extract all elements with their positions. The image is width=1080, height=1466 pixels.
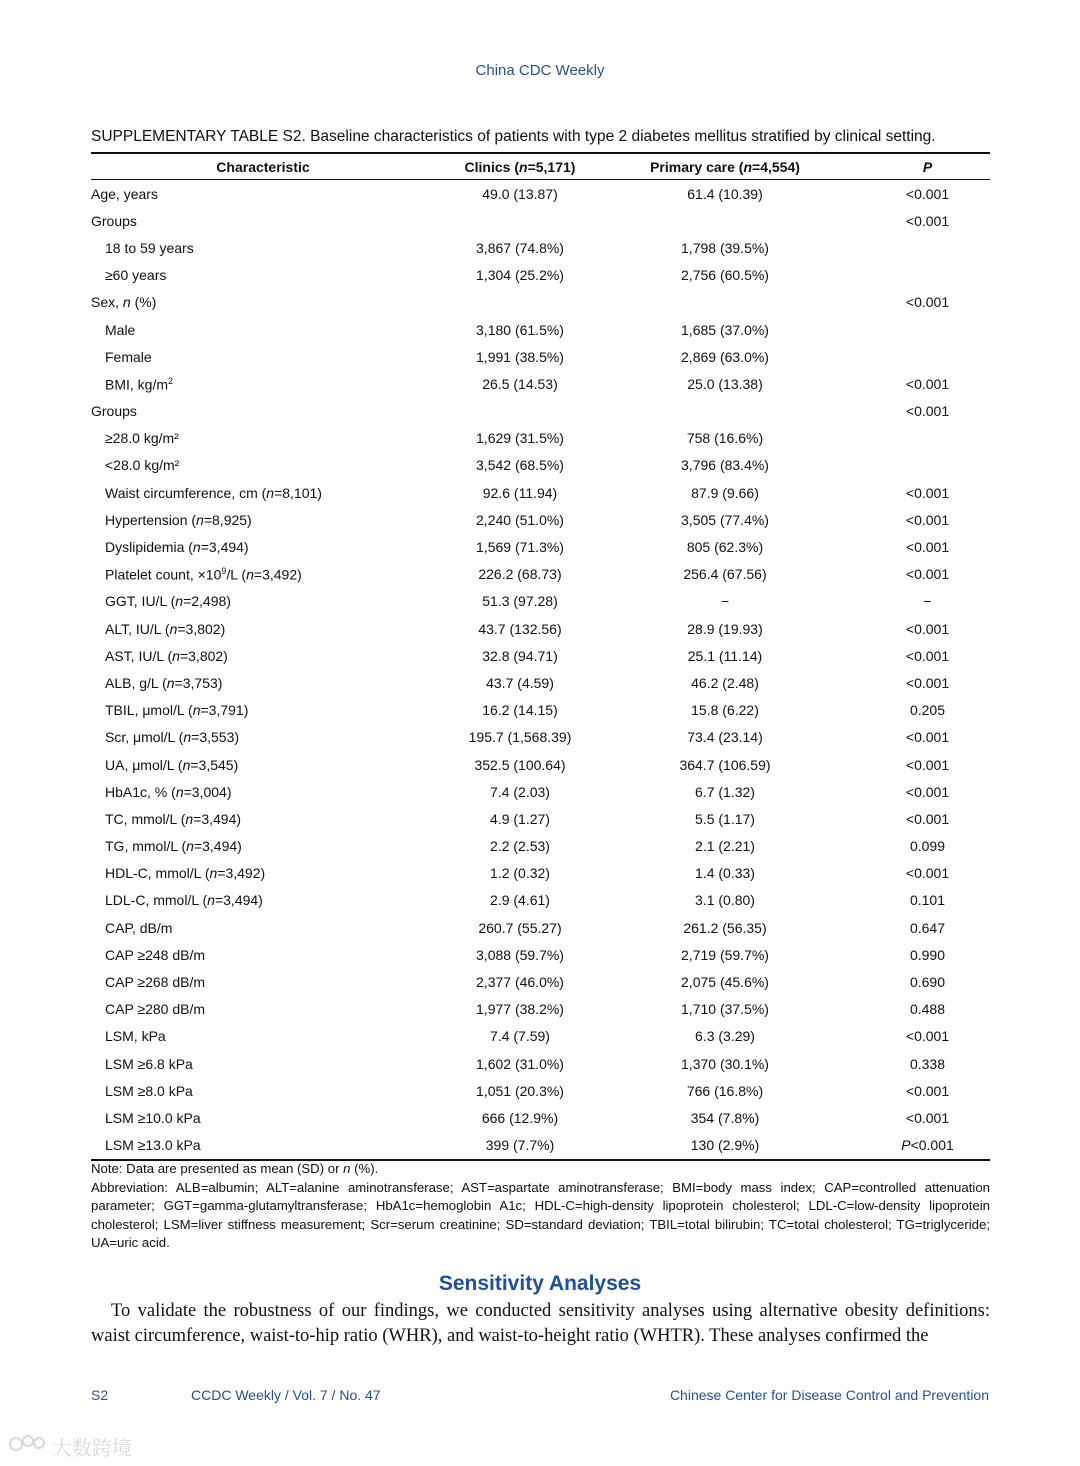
row-label: LSM, kPa: [105, 1028, 166, 1045]
row-label: CAP ≥280 dB/m: [105, 1001, 206, 1018]
primary-care-value: −: [720, 593, 730, 610]
primary-care-value: 805 (62.3%): [686, 539, 764, 556]
table-row: [91, 262, 990, 289]
primary-care-value: 256.4 (67.56): [683, 566, 767, 583]
table-row: [91, 669, 990, 696]
table-row: [91, 941, 990, 968]
table-row: [91, 561, 990, 588]
clinics-value: 1.2 (0.32): [490, 865, 550, 882]
table-row: [91, 316, 990, 343]
primary-care-value: 28.9 (19.93): [687, 620, 763, 637]
primary-care-value: 25.1 (11.14): [687, 647, 763, 664]
p-value: <0.001: [905, 783, 950, 800]
clinics-value: 43.7 (132.56): [478, 620, 562, 637]
primary-care-value: 46.2 (2.48): [691, 674, 759, 691]
row-label: ≥60 years: [105, 267, 167, 284]
p-value: <0.001: [905, 539, 950, 556]
row-label: Waist circumference, cm (n=8,101): [105, 484, 322, 501]
primary-care-value: 261.2 (56.35): [683, 919, 767, 936]
footer-page-number: S2: [91, 1387, 109, 1403]
row-label: HDL-C, mmol/L (n=3,492): [105, 865, 266, 882]
table-row: [91, 996, 990, 1023]
clinics-value: 352.5 (100.64): [474, 756, 566, 773]
primary-care-value: 3.1 (0.80): [695, 892, 755, 909]
row-label: LDL-C, mmol/L (n=3,494): [105, 892, 263, 909]
row-label: Groups: [91, 212, 137, 229]
row-label: Age, years: [91, 185, 158, 202]
p-value: [845, 452, 990, 479]
clinics-value: 2,240 (51.0%): [476, 511, 564, 528]
clinics-value: 3,088 (59.7%): [476, 946, 564, 963]
row-label: Scr, μmol/L (n=3,553): [105, 729, 240, 746]
primary-care-value: 2.1 (2.21): [695, 838, 755, 855]
row-label: ≥28.0 kg/m²: [105, 430, 179, 447]
p-value: [845, 316, 990, 343]
primary-care-value: 1,798 (39.5%): [681, 239, 769, 256]
clinics-value: 32.8 (94.71): [482, 647, 558, 664]
p-value: 0.647: [909, 919, 946, 936]
p-value: <0.001: [905, 1028, 950, 1045]
table-row: [91, 1077, 990, 1104]
row-label: CAP ≥268 dB/m: [105, 974, 206, 991]
primary-care-value: 1,710 (37.5%): [681, 1001, 769, 1018]
primary-care-value: 6.7 (1.32): [695, 783, 755, 800]
row-label: BMI, $kg/m^2$: [105, 375, 174, 393]
table-row: [91, 1023, 990, 1050]
row-label: TG, mmol/L (n=3,494): [105, 838, 242, 855]
table-row: [91, 234, 990, 261]
row-label: Sex, n (%): [91, 294, 157, 311]
table-row: [91, 1104, 990, 1131]
header-characteristic: Characteristic: [91, 153, 435, 180]
p-value: <0.001: [905, 511, 950, 528]
p-value: <0.001: [905, 729, 950, 746]
clinics-value: 1,051 (20.3%): [476, 1082, 564, 1099]
clinics-value: 16.2 (14.15): [482, 702, 558, 719]
row-label: Female: [105, 348, 152, 365]
primary-care-value: 2,719 (59.7%): [681, 946, 769, 963]
baseline-table: [91, 152, 990, 1161]
row-label: LSM ≥6.8 kPa: [105, 1055, 193, 1072]
table-row: [91, 1132, 990, 1160]
clinics-value: 92.6 (11.94): [482, 484, 558, 501]
row-label: 18 to 59 years: [105, 239, 194, 256]
section-title: Sensitivity Analyses: [438, 1272, 642, 1295]
table-row: [91, 805, 990, 832]
primary-care-value: 766 (16.8%): [686, 1082, 764, 1099]
table-row: [91, 506, 990, 533]
clinics-value: [435, 207, 605, 234]
table-row: [91, 751, 990, 778]
table-row: [91, 343, 990, 370]
table-row: [91, 1050, 990, 1077]
clinics-value: 260.7 (55.27): [478, 919, 562, 936]
clinics-value: 1,304 (25.2%): [476, 267, 564, 284]
table-row: [91, 914, 990, 941]
p-value: 0.690: [909, 974, 946, 991]
primary-care-value: 3,796 (83.4%): [681, 457, 769, 474]
table-row: [91, 425, 990, 452]
clinics-value: 2.2 (2.53): [490, 838, 550, 855]
table-header-row: [91, 153, 990, 180]
p-value: <0.001: [905, 294, 950, 311]
row-label: CAP, dB/m: [105, 919, 173, 936]
row-label: ALB, g/L (n=3,753): [105, 674, 223, 691]
primary-care-value: 2,075 (45.6%): [681, 974, 769, 991]
header-primary-care: Primary care (n=4,554): [605, 153, 845, 180]
primary-care-value: 1,685 (37.0%): [681, 321, 769, 338]
table-row: [91, 887, 990, 914]
clinics-value: [435, 398, 605, 425]
p-value: <0.001: [905, 674, 950, 691]
p-value: <0.001: [905, 1082, 950, 1099]
p-value: <0.001: [905, 484, 950, 501]
clinics-value: 1,977 (38.2%): [476, 1001, 564, 1018]
clinics-value: 1,602 (31.0%): [476, 1055, 564, 1072]
p-value: <0.001: [905, 756, 950, 773]
table-row: [91, 833, 990, 860]
p-value: 0.488: [909, 1001, 946, 1018]
p-value: 0.099: [909, 838, 946, 855]
p-value: P<0.001: [845, 1132, 990, 1160]
p-value: [845, 234, 990, 261]
row-label: Platelet count, $\times 10^9/L$ (n=3,492): [105, 565, 302, 583]
row-label: GGT, IU/L (n=2,498): [105, 593, 231, 610]
table-row: [91, 289, 990, 316]
clinics-value: 195.7 (1,568.39): [468, 729, 572, 746]
row-label: Male: [105, 321, 136, 338]
row-label: TC, mmol/L (n=3,494): [105, 810, 242, 827]
p-value: <0.001: [905, 185, 950, 202]
p-value: <0.001: [905, 403, 950, 420]
row-label: AST, IU/L (n=3,802): [105, 647, 228, 664]
table-notes: [91, 1160, 990, 1253]
row-label: CAP ≥248 dB/m: [105, 946, 206, 963]
p-value: −: [923, 593, 932, 610]
table-row: [91, 207, 990, 234]
table-row: [91, 533, 990, 560]
table-row: [91, 398, 990, 425]
p-value: <0.001: [905, 620, 950, 637]
primary-care-value: 130 (2.9%): [605, 1132, 845, 1160]
clinics-value: 2,377 (46.0%): [476, 974, 564, 991]
table-row: [91, 615, 990, 642]
primary-care-value: 61.4 (10.39): [687, 185, 763, 202]
clinics-value: 7.4 (7.59): [490, 1028, 550, 1045]
row-label: Hypertension (n=8,925): [105, 511, 252, 528]
row-label: LSM ≥8.0 kPa: [105, 1082, 193, 1099]
row-label: TBIL, μmol/L (n=3,791): [105, 702, 249, 719]
primary-care-value: 2,756 (60.5%): [681, 267, 769, 284]
primary-care-value: 73.4 (23.14): [687, 729, 763, 746]
p-value: <0.001: [905, 212, 950, 229]
table-row: [91, 724, 990, 751]
p-value: 0.205: [909, 702, 946, 719]
table-note: Note: Data are presented as mean (SD) or n (%).: [91, 1161, 379, 1176]
primary-care-value: 6.3 (3.29): [695, 1028, 755, 1045]
p-value: <0.001: [905, 566, 950, 583]
p-value: <0.001: [905, 1109, 950, 1126]
p-value: [845, 425, 990, 452]
table-row: [91, 180, 990, 208]
primary-care-value: 87.9 (9.66): [691, 484, 759, 501]
footer-issue: CCDC Weekly / Vol. 7 / No. 47: [191, 1387, 381, 1403]
table-row: [91, 697, 990, 724]
p-value: <0.001: [905, 375, 950, 392]
p-value: 0.338: [909, 1055, 946, 1072]
table-row: [91, 642, 990, 669]
header-p-value: P: [845, 153, 990, 180]
p-value: 0.990: [909, 946, 946, 963]
primary-care-value: 3,505 (77.4%): [681, 511, 769, 528]
primary-care-value: [605, 398, 845, 425]
abbreviation-note: Abbreviation: ALB=albumin; ALT=alanine aminotransferase; AST=aspartate aminotransferase; BMI=body mass index; CAP=controlled attenuation parameter; GGT=gamma-glutamyltransferase; HbA1c=hemoglobin A1c; HDL-C=high-density lipoprotein cholesterol; LDL-C=low-density lipoprotein cholesterol; LSM=liver stiffness measurement; Scr=serum creatinine; SD=standard deviation; TBIL=total bilirubin; TC=total cholesterol; TG=triglyceride; UA=uric acid.: [91, 1179, 990, 1250]
clinics-value: 2.9 (4.61): [490, 892, 550, 909]
row-label: HbA1c, % (n=3,004): [105, 783, 232, 800]
primary-care-value: 2,869 (63.0%): [681, 348, 769, 365]
row-label: LSM ≥10.0 kPa: [105, 1109, 201, 1126]
clinics-value: 43.7 (4.59): [486, 674, 554, 691]
table-row: [91, 588, 990, 615]
primary-care-value: [605, 289, 845, 316]
clinics-value: 1,991 (38.5%): [476, 348, 564, 365]
clinics-value: 3,867 (74.8%): [476, 239, 564, 256]
row-label: Dyslipidemia (n=3,494): [105, 539, 249, 556]
table-caption: SUPPLEMENTARY TABLE S2. Baseline characteristics of patients with type 2 diabetes mellitus stratified by clinical setting.: [91, 128, 936, 145]
row-label: ALT, IU/L (n=3,802): [105, 620, 226, 637]
clinics-value: 1,629 (31.5%): [476, 430, 564, 447]
primary-care-value: 364.7 (106.59): [679, 756, 771, 773]
table-row: [91, 778, 990, 805]
watermark: [8, 1432, 132, 1461]
header-clinics: Clinics (n=5,171): [435, 153, 605, 180]
p-value: [845, 262, 990, 289]
clinics-value: 399 (7.7%): [435, 1132, 605, 1160]
row-label: LSM ≥13.0 kPa: [91, 1132, 435, 1160]
primary-care-value: 5.5 (1.17): [695, 810, 755, 827]
clinics-value: [435, 289, 605, 316]
row-label: UA, μmol/L (n=3,545): [105, 756, 239, 773]
clinics-value: 1,569 (71.3%): [476, 539, 564, 556]
footer-organization: Chinese Center for Disease Control and Prevention: [669, 1387, 989, 1403]
clinics-value: 4.9 (1.27): [490, 810, 550, 827]
table-row: [91, 479, 990, 506]
primary-care-value: 15.8 (6.22): [691, 702, 759, 719]
table-row: [91, 860, 990, 887]
p-value: 0.101: [909, 892, 946, 909]
row-label: Groups: [91, 403, 137, 420]
journal-header: China CDC Weekly: [475, 62, 605, 79]
primary-care-value: 354 (7.8%): [690, 1109, 760, 1126]
clinics-value: 51.3 (97.28): [482, 593, 558, 610]
row-label: <28.0 kg/m²: [105, 457, 180, 474]
p-value: <0.001: [905, 865, 950, 882]
watermark-logo-icon: [8, 1433, 48, 1461]
clinics-value: 226.2 (68.73): [478, 566, 562, 583]
table-row: [91, 452, 990, 479]
p-value: <0.001: [905, 810, 950, 827]
primary-care-value: 25.0 (13.38): [687, 375, 763, 392]
primary-care-value: 758 (16.6%): [686, 430, 764, 447]
clinics-value: 49.0 (13.87): [482, 185, 558, 202]
clinics-value: 26.5 (14.53): [482, 375, 558, 392]
p-value: <0.001: [905, 647, 950, 664]
p-value: [845, 343, 990, 370]
primary-care-value: [605, 207, 845, 234]
clinics-value: 7.4 (2.03): [490, 783, 550, 800]
table-row: [91, 968, 990, 995]
table-row: [91, 370, 990, 397]
clinics-value: 666 (12.9%): [481, 1109, 559, 1126]
primary-care-value: 1.4 (0.33): [695, 865, 755, 882]
clinics-value: 3,180 (61.5%): [476, 321, 564, 338]
primary-care-value: 1,370 (30.1%): [681, 1055, 769, 1072]
section-body: To validate the robustness of our findings, we conducted sensitivity analyses using alternative obesity definitions: waist circumference, waist-to-hip ratio (WHR), and waist-to-height ratio (WHTR). These analyses confirmed the: [91, 1301, 990, 1346]
clinics-value: 3,542 (68.5%): [476, 457, 564, 474]
watermark-text: 大数跨境: [52, 1438, 132, 1460]
